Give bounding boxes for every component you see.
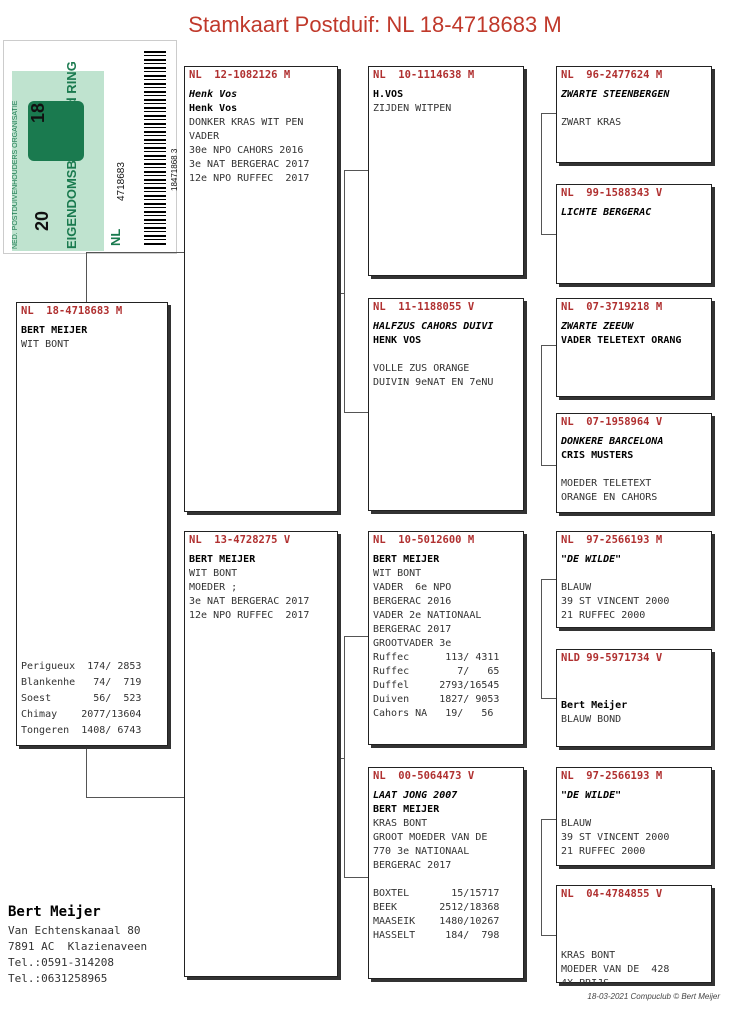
- pigeon-info-line: Henk Vos: [189, 89, 238, 100]
- pigeon-info-line: LAAT JONG 2007: [373, 790, 458, 801]
- pigeon-info-line: MOEDER VAN DE 428: [561, 964, 670, 975]
- great-grandparent-box: [556, 767, 712, 866]
- pigeon-info-line: MOEDER ;: [189, 582, 238, 593]
- card-year-left: 20: [32, 210, 52, 231]
- pigeon-info-line: Henk Vos: [189, 103, 238, 114]
- pigeon-info-line: ZWARTE STEENBERGEN: [561, 89, 670, 100]
- connector-line: [541, 345, 542, 465]
- pigeon-info-line: BOXTEL 15/15717: [373, 888, 500, 899]
- pigeon-info-line: CRIS MUSTERS: [561, 450, 634, 461]
- pigeon-info-line: 21 RUFFEC 2000: [561, 610, 646, 621]
- card-year-right: 18: [28, 102, 48, 123]
- pigeon-info-line: DUIVIN 9eNAT EN 7eNU: [373, 377, 494, 388]
- ring-number: NL 07-3719218 M: [561, 301, 663, 313]
- connector-line: [344, 636, 368, 637]
- ring-number: NL 11-1188055 V: [373, 301, 475, 313]
- page-title: Stamkaart Postduif: NL 18-4718683 M: [188, 12, 562, 37]
- pigeon-info-line: HASSELT 184/ 798: [373, 930, 500, 941]
- pigeon-info-line: BERT MEIJER: [373, 554, 440, 565]
- connector-line: [86, 252, 184, 253]
- connector-line: [541, 113, 542, 234]
- pigeon-info-line: BERGERAC 2017: [373, 860, 452, 871]
- owner-city: 7891 AC Klazienaveen: [8, 940, 148, 953]
- paternal-grandmother-box: [368, 298, 524, 511]
- pigeon-info-line: 4X PRIJS: [561, 978, 610, 989]
- pigeon-info-line: DONKERE BARCELONA: [561, 436, 664, 447]
- mother-box: [184, 531, 338, 977]
- pigeon-info-line: KRAS BONT: [561, 950, 616, 961]
- ring-number: NL 07-1958964 V: [561, 416, 663, 428]
- pigeon-info-line: ORANGE EN CAHORS: [561, 492, 658, 503]
- pigeon-info-line: Cahors NA 19/ 56: [373, 708, 494, 719]
- pigeon-info-line: BERGERAC 2016: [373, 596, 452, 607]
- connector-line: [541, 579, 556, 580]
- pigeon-info-line: BLAUW BOND: [561, 714, 622, 725]
- connector-line: [344, 877, 368, 878]
- ring-number: NL 99-1588343 V: [561, 187, 663, 199]
- ring-number: NL 13-4728275 V: [189, 534, 291, 546]
- pigeon-info-line: 3e NAT BERGERAC 2017: [189, 159, 310, 170]
- pigeon-info-line: HENK VOS: [373, 335, 422, 346]
- connector-line: [541, 935, 556, 936]
- ring-number: NL 10-5012600 M: [373, 534, 475, 546]
- ring-number: NL 10-1114638 M: [373, 69, 475, 81]
- pigeon-info-line: 12e NPO RUFFEC 2017: [189, 610, 310, 621]
- card-ring-full: 18471868 3: [170, 148, 179, 191]
- owner-name: Bert Meijer: [8, 904, 101, 920]
- pigeon-info-line: HALFZUS CAHORS DUIVI: [373, 321, 494, 332]
- connector-line: [541, 234, 556, 235]
- pigeon-info-line: BERT MEIJER: [189, 554, 256, 565]
- connector-line: [541, 345, 556, 346]
- connector-line: [541, 465, 556, 466]
- ring-number: NL 12-1082126 M: [189, 69, 291, 81]
- pigeon-info-line: Duffel 2793/16545: [373, 680, 500, 691]
- great-grandparent-box: [556, 298, 712, 397]
- race-result-line: Chimay 2077/13604: [21, 709, 142, 720]
- owner-phone-1: Tel.:0591-314208: [8, 956, 114, 969]
- great-grandparent-box: [556, 649, 712, 747]
- connector-line: [541, 819, 542, 935]
- ring-number: NL 97-2566193 M: [561, 770, 663, 782]
- connector-line: [338, 758, 344, 759]
- maternal-grandmother-box: [368, 767, 524, 979]
- pigeon-info-line: ZWARTE ZEEUW: [561, 321, 634, 332]
- ring-number: NL 97-2566193 M: [561, 534, 663, 546]
- ring-number: NL 04-4784855 V: [561, 888, 663, 900]
- pigeon-info-line: WIT BONT: [373, 568, 422, 579]
- pigeon-info-line: 770 3e NATIONAAL: [373, 846, 470, 857]
- pigeon-info-line: VADER 6e NPO: [373, 582, 452, 593]
- owner-phone-2: Tel.:0631258965: [8, 972, 108, 985]
- pigeon-info-line: WIT BONT: [21, 339, 70, 350]
- pigeon-info-line: ZIJDEN WITPEN: [373, 103, 452, 114]
- subject-pigeon-box: [16, 302, 168, 746]
- ring-ownership-card: [3, 40, 177, 254]
- ring-number: NL 18-4718683 M: [21, 305, 123, 317]
- pigeon-info-line: BEEK 2512/18368: [373, 902, 500, 913]
- ring-number: NLD 99-5971734 V: [561, 652, 663, 664]
- pigeon-info-line: WIT BONT: [189, 568, 238, 579]
- pigeon-info-line: Bert Meijer: [561, 700, 628, 711]
- pigeon-info-line: VADER: [189, 131, 220, 142]
- connector-line: [86, 252, 87, 304]
- connector-line: [338, 293, 344, 294]
- connector-line: [541, 819, 556, 820]
- pigeon-info-line: 39 ST VINCENT 2000: [561, 832, 670, 843]
- race-result-line: Perigueux 174/ 2853: [21, 661, 142, 672]
- pigeon-info-line: 3e NAT BERGERAC 2017: [189, 596, 310, 607]
- connector-line: [541, 698, 556, 699]
- pigeon-info-line: GROOT MOEDER VAN DE: [373, 832, 488, 843]
- pigeon-info-line: Ruffec 113/ 4311: [373, 652, 500, 663]
- print-info: 18-03-2021 Compuclub © Bert Meijer: [587, 992, 720, 1001]
- pigeon-info-line: DONKER KRAS WIT PEN: [189, 117, 304, 128]
- pigeon-info-line: BERT MEIJER: [373, 804, 440, 815]
- card-org-text: NED. POSTDUIVENHOUDERS ORGANISATIE: [12, 100, 19, 249]
- card-green-panel: [12, 71, 104, 251]
- ring-number: NL 00-5064473 V: [373, 770, 475, 782]
- connector-line: [344, 412, 368, 413]
- pigeon-info-line: LICHTE BERGERAC: [561, 207, 652, 218]
- pigeon-info-line: BERT MEIJER: [21, 325, 88, 336]
- maternal-grandfather-box: [368, 531, 524, 745]
- connector-line: [541, 579, 542, 698]
- great-grandparent-box: [556, 413, 712, 513]
- connector-line: [541, 113, 556, 114]
- pigeon-info-line: VADER TELETEXT ORANG: [561, 335, 682, 346]
- pigeon-info-line: 12e NPO RUFFEC 2017: [189, 173, 310, 184]
- connector-line: [86, 748, 87, 798]
- pigeon-info-line: VOLLE ZUS ORANGE: [373, 363, 470, 374]
- pigeon-info-line: "DE WILDE": [561, 790, 622, 801]
- paternal-grandfather-box: [368, 66, 524, 276]
- pigeon-info-line: ZWART KRAS: [561, 117, 622, 128]
- pigeon-info-line: BLAUW: [561, 818, 592, 829]
- pigeon-info-line: H.VOS: [373, 89, 404, 100]
- pigeon-info-line: GROOTVADER 3e: [373, 638, 452, 649]
- pigeon-info-line: VADER 2e NATIONAAL: [373, 610, 482, 621]
- pigeon-info-line: MOEDER TELETEXT: [561, 478, 652, 489]
- great-grandparent-box: [556, 885, 712, 989]
- race-result-line: Blankenhe 74/ 719: [21, 677, 142, 688]
- barcode-icon: [144, 51, 166, 246]
- pigeon-info-line: BERGERAC 2017: [373, 624, 452, 635]
- father-box: [184, 66, 338, 512]
- pigeon-info-line: BLAUW: [561, 582, 592, 593]
- pigeon-info-line: "DE WILDE": [561, 554, 622, 565]
- pigeon-info-line: 39 ST VINCENT 2000: [561, 596, 670, 607]
- great-grandparent-box: [556, 531, 712, 628]
- connector-line: [344, 170, 345, 412]
- connector-line: [344, 170, 368, 171]
- race-result-line: Soest 56/ 523: [21, 693, 142, 704]
- pigeon-info-line: Duiven 1827/ 9053: [373, 694, 500, 705]
- race-result-line: Tongeren 1408/ 6743: [21, 725, 142, 736]
- connector-line: [344, 636, 345, 878]
- pigeon-info-line: 30e NPO CAHORS 2016: [189, 145, 304, 156]
- great-grandparent-box: [556, 66, 712, 163]
- card-ring-short: 4718683: [116, 162, 127, 201]
- great-grandparent-box: [556, 184, 712, 284]
- pigeon-info-line: 21 RUFFEC 2000: [561, 846, 646, 857]
- pigeon-info-line: MAASEIK 1480/10267: [373, 916, 500, 927]
- connector-line: [86, 797, 184, 798]
- card-country: NL: [108, 228, 123, 246]
- pigeon-info-line: KRAS BONT: [373, 818, 428, 829]
- owner-street: Van Echtenskanaal 80: [8, 924, 141, 937]
- ring-number: NL 96-2477624 M: [561, 69, 663, 81]
- pigeon-info-line: Ruffec 7/ 65: [373, 666, 500, 677]
